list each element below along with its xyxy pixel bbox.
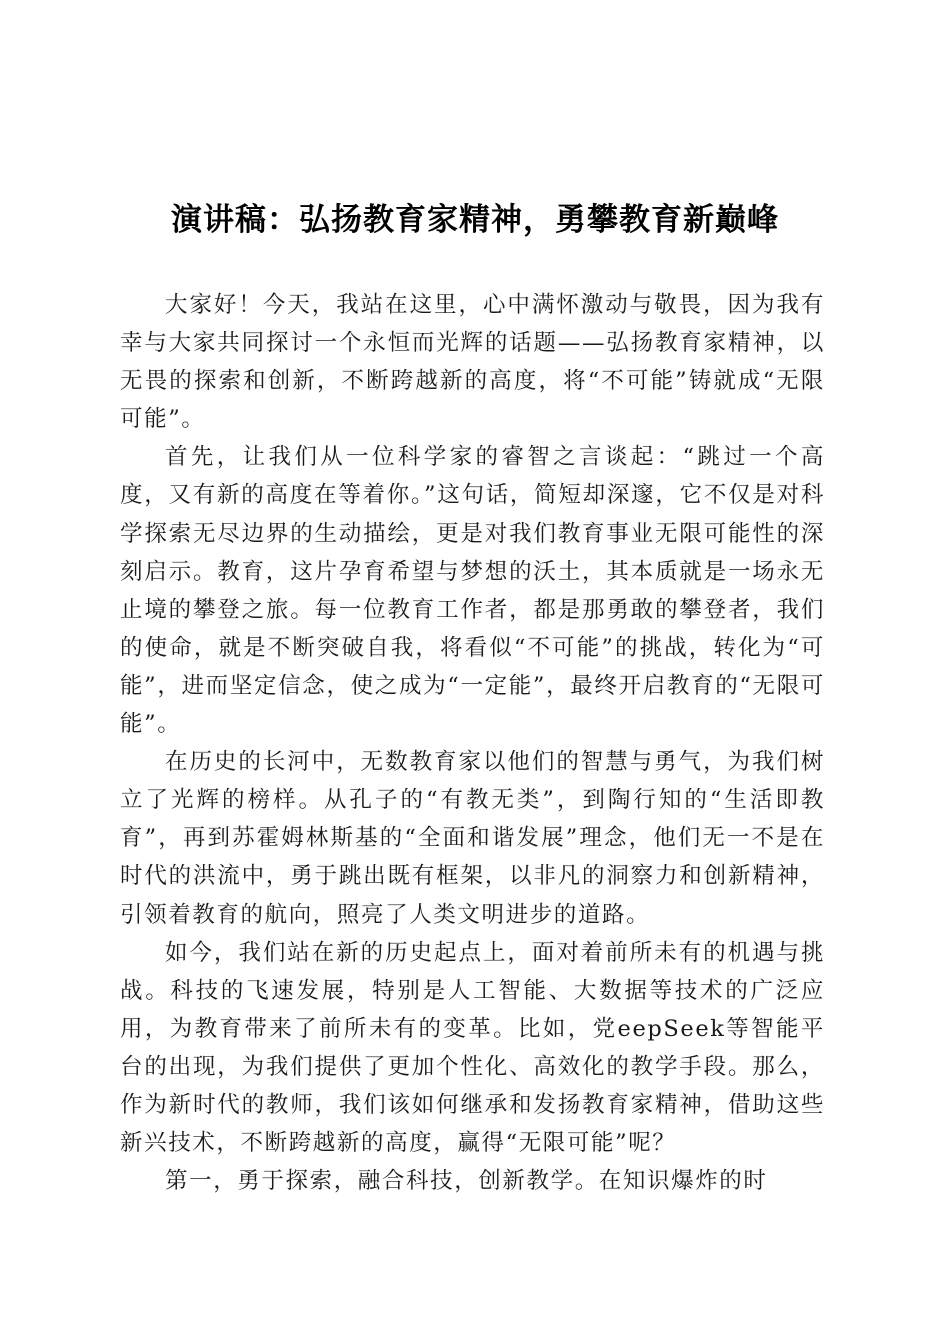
paragraph: 首先，让我们从一位科学家的睿智之言谈起：“跳过一个高度，又有新的高度在等着你。”这句话，简短却深邃，它不仅是对科学探索无尽边界的生动描绘，更是对我们教育事业无限可能性的深刻启示。教育，这片孕育希望与梦想的沃土，其本质就是一场永无止境的攀登之旅。每一位教育工作者，都是那勇敢的攀登者，我们的使命，就是不断突破自我，将看似“不可能”的挑战，转化为“可能”，进而坚定信念，使之成为“一定能”，最终开启教育的“无限可能”。: [120, 444, 825, 738]
paragraph: 如今，我们站在新的历史起点上，面对着前所未有的机遇与挑战。科技的飞速发展，特别是人工智能、大数据等技术的广泛应用，为教育带来了前所未有的变革。比如，党eepSeek等智能平台的出现，为我们提供了更加个性化、高效化的教学手段。那么，作为新时代的教师，我们该如何继承和发扬教育家精神，借助这些新兴技术，不断跨越新的高度，赢得“无限可能”呢？: [120, 939, 825, 1157]
paragraph: 在历史的长河中，无数教育家以他们的智慧与勇气，为我们树立了光辉的榜样。从孔子的“有教无类”，到陶行知的“生活即教育”，再到苏霍姆林斯基的“全面和谐发展”理念，他们无一不是在时代的洪流中，勇于跳出既有框架，以非凡的洞察力和创新精神，引领着教育的航向，照亮了人类文明进步的道路。: [120, 749, 825, 928]
document-body: [120, 286, 825, 1200]
paragraph: 大家好！今天，我站在这里，心中满怀激动与敬畏，因为我有幸与大家共同探讨一个永恒而光辉的话题——弘扬教育家精神，以无畏的探索和创新，不断跨越新的高度，将“不可能”铸就成“无限可能”。: [120, 292, 825, 433]
paragraph: 第一，勇于探索，融合科技，创新教学。在知识爆炸的时: [165, 1168, 768, 1195]
document-title: 演讲稿：弘扬教育家精神，勇攀教育新巅峰: [171, 202, 779, 238]
